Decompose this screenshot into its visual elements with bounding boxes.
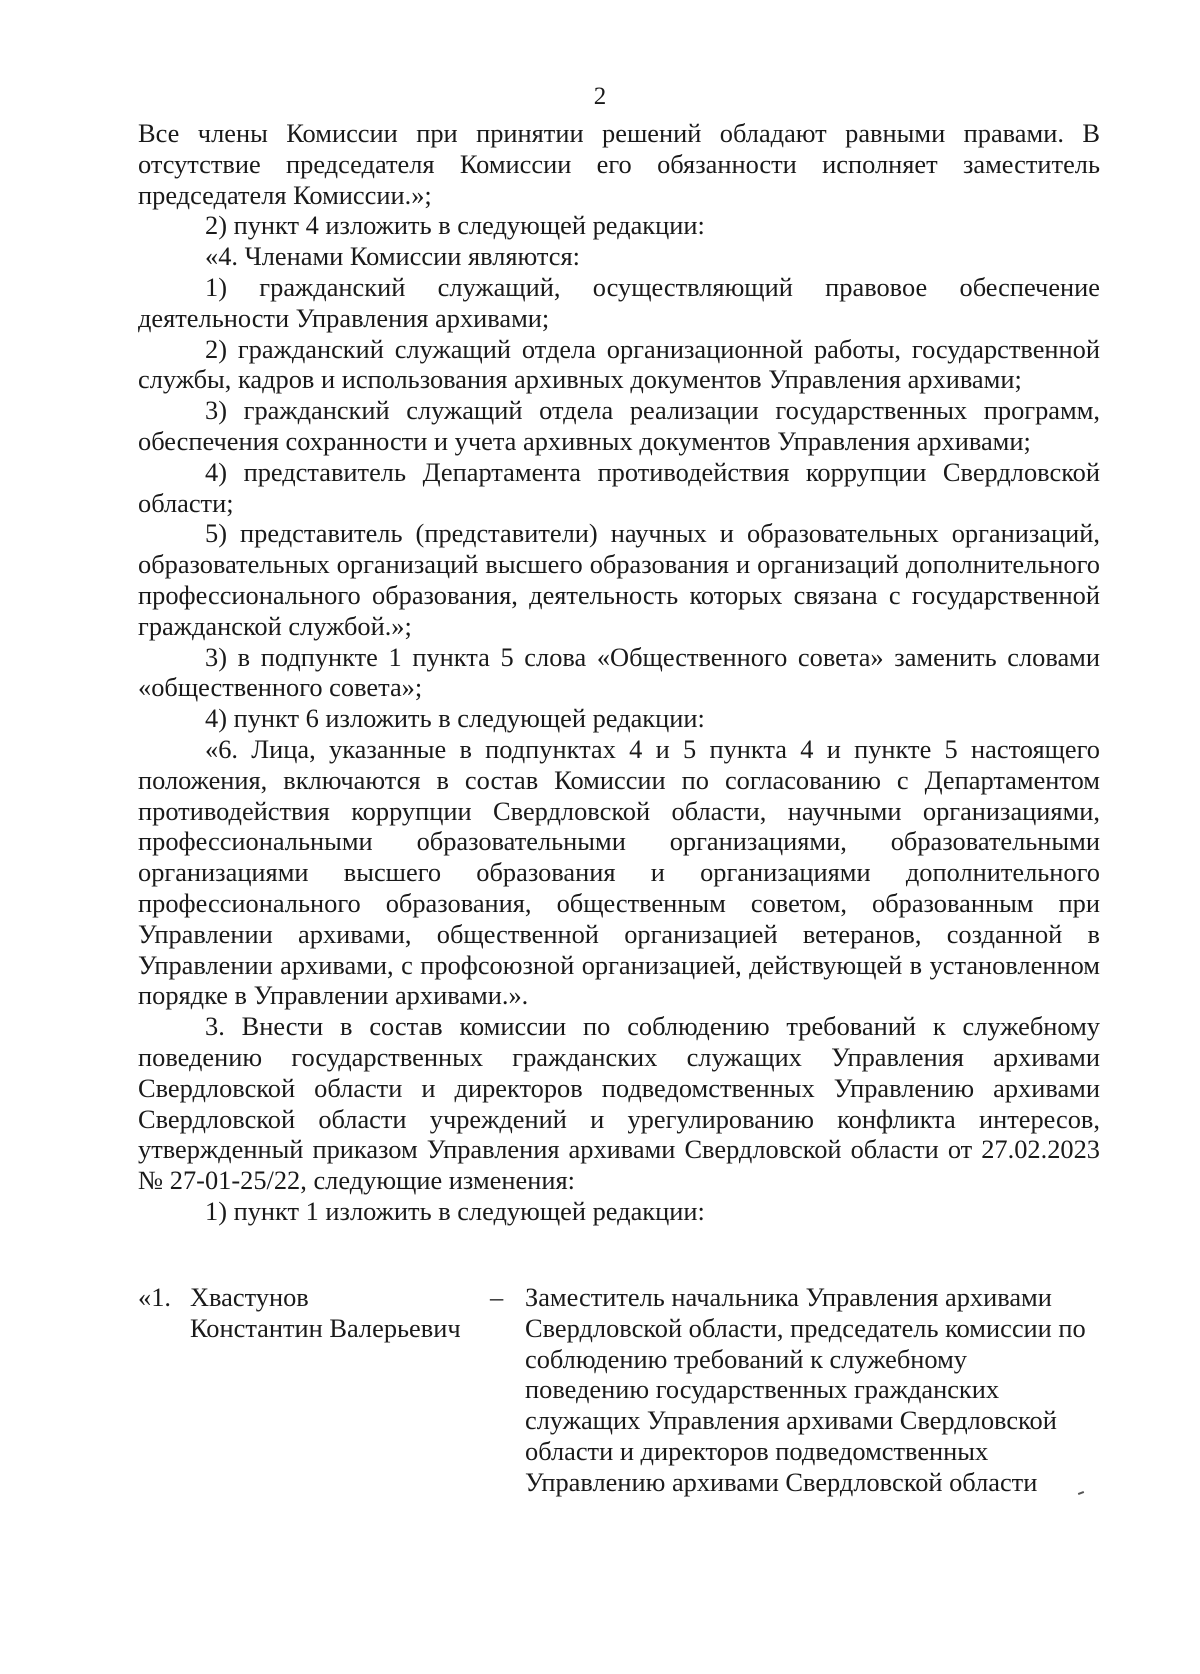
paragraph: 3) гражданский служащий отдела реализации государственных программ, обеспечения сохранности и учета архивных документов Управления архивами; [138, 395, 1100, 456]
paragraph: 3. Внести в состав комиссии по соблюдению требований к служебному поведению государственных гражданских служащих Управления архивами Свердловской области и директоров подведомственных Управлению архивами Свердловской области учреждений и урегулированию конфликта интересов, утвержденный приказом Управления архивами Свердловской области от 27.02.2023 № 27-01-25/22, следующие изменения: [138, 1011, 1100, 1196]
member-dash: – [490, 1282, 504, 1312]
paragraph: Все члены Комиссии при принятии решений обладают равными правами. В отсутствие председателя Комиссии его обязанности исполняет заместитель председателя Комиссии.»; [138, 118, 1100, 210]
member-name [190, 1282, 480, 1344]
paragraph: 4) пункт 6 изложить в следующей редакции: [205, 703, 705, 734]
document-body [138, 118, 1100, 1227]
member-surname: Хвастунов [190, 1282, 309, 1312]
paragraph: 2) пункт 4 изложить в следующей редакции: [205, 210, 705, 241]
paragraph: 1) гражданский служащий, осуществляющий правовое обеспечение деятельности Управления архивами; [138, 271, 1100, 333]
paragraph: 1) пункт 1 изложить в следующей редакции: [205, 1195, 705, 1226]
paragraph: «6. Лица, указанные в подпунктах 4 и 5 пункта 4 и пункте 5 настоящего положения, включаются в состав Комиссии по согласованию с Департаментом противодействия коррупции Свердловской области, научными организациями, профессиональными образовательными организациями, образовательными организациями высшего образования и организациями дополнительного профессионального образования, общественным советом, образованным при Управлении архивами, общественной организацией ветеранов, созданной в Управлении архивами, с профсоюзной организацией, действующей в установленном порядке в Управлении архивами.». [138, 733, 1100, 1011]
paragraph: 3) в подпункте 1 пункта 5 слова «Общественного совета» заменить словами «общественного совета»; [138, 641, 1100, 703]
page-number: 2 [593, 83, 607, 110]
paragraph: «4. Членами Комиссии являются: [205, 241, 580, 272]
paragraph: 2) гражданский служащий отдела организационной работы, государственной службы, кадров и использования архивных документов Управления архивами; [138, 333, 1100, 395]
paragraph: 4) представитель Департамента противодействия коррупции Свердловской области; [138, 456, 1100, 518]
paragraph: 5) представитель (представители) научных и образовательных организаций, образовательных организаций высшего образования и организаций дополнительного профессионального образования, деятельность которых связана с государственной гражданской службой.»; [138, 518, 1100, 641]
member-given-names: Константин Валерьевич [190, 1312, 461, 1343]
member-number: «1. [138, 1282, 171, 1312]
member-position: Заместитель начальника Управления архивами Свердловской области, председатель комиссии по соблюдению требований к служебному поведению государственных гражданских служащих Управления архивами Свердловской области и директоров подведомственных Управлению архивами Свердловской области [525, 1282, 1086, 1497]
